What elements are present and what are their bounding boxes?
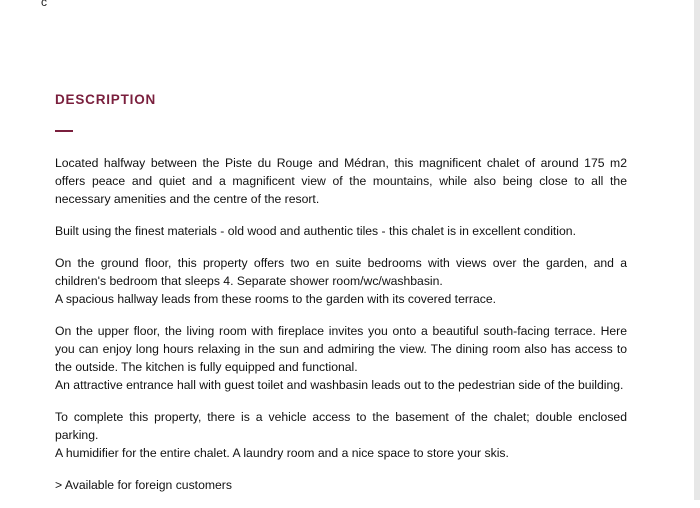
- heading-accent-rule: [55, 130, 73, 132]
- paragraph-line: An attractive entrance hall with guest toilet and washbasin leads out to the pedestrian side of the building.: [55, 378, 624, 392]
- description-paragraph-extras: [55, 408, 627, 462]
- description-body: [55, 154, 627, 494]
- description-heading: DESCRIPTION: [55, 92, 157, 107]
- paragraph-line: > Available for foreign customers: [55, 478, 232, 492]
- corner-letter: c: [41, 0, 47, 9]
- description-paragraph-ground-floor: [55, 254, 627, 308]
- paragraph-line: On the ground floor, this property offers two en suite bedrooms with views over the garden, and a children's bedroom that sleeps 4. Separate shower room/wc/washbasin.: [55, 256, 627, 288]
- paragraph-line: To complete this property, there is a vehicle access to the basement of the chalet; double enclosed parking.: [55, 410, 627, 442]
- description-paragraph-materials: [55, 222, 627, 240]
- paragraph-line: Built using the finest materials - old wood and authentic tiles - this chalet is in excellent condition.: [55, 224, 576, 238]
- description-paragraph-availability: [55, 476, 627, 494]
- description-section: [55, 91, 627, 508]
- paragraph-line: A humidifier for the entire chalet. A laundry room and a nice space to store your skis.: [55, 446, 509, 460]
- description-paragraph-location: [55, 154, 627, 208]
- paragraph-line: Located halfway between the Piste du Rouge and Médran, this magnificent chalet of around 175 m2 offers peace and quiet and a magnificent view of the mountains, while also being close to all the necessary amenities and the centre of the resort.: [55, 156, 627, 206]
- paragraph-line: A spacious hallway leads from these rooms to the garden with its covered terrace.: [55, 292, 496, 306]
- vertical-scrollbar[interactable]: [694, 0, 700, 500]
- description-paragraph-upper-floor: [55, 322, 627, 394]
- paragraph-line: On the upper floor, the living room with fireplace invites you onto a beautiful south-facing terrace. Here you can enjoy long hours relaxing in the sun and admiring the view. The dining room also has access to the outside. The kitchen is fully equipped and functional.: [55, 324, 627, 374]
